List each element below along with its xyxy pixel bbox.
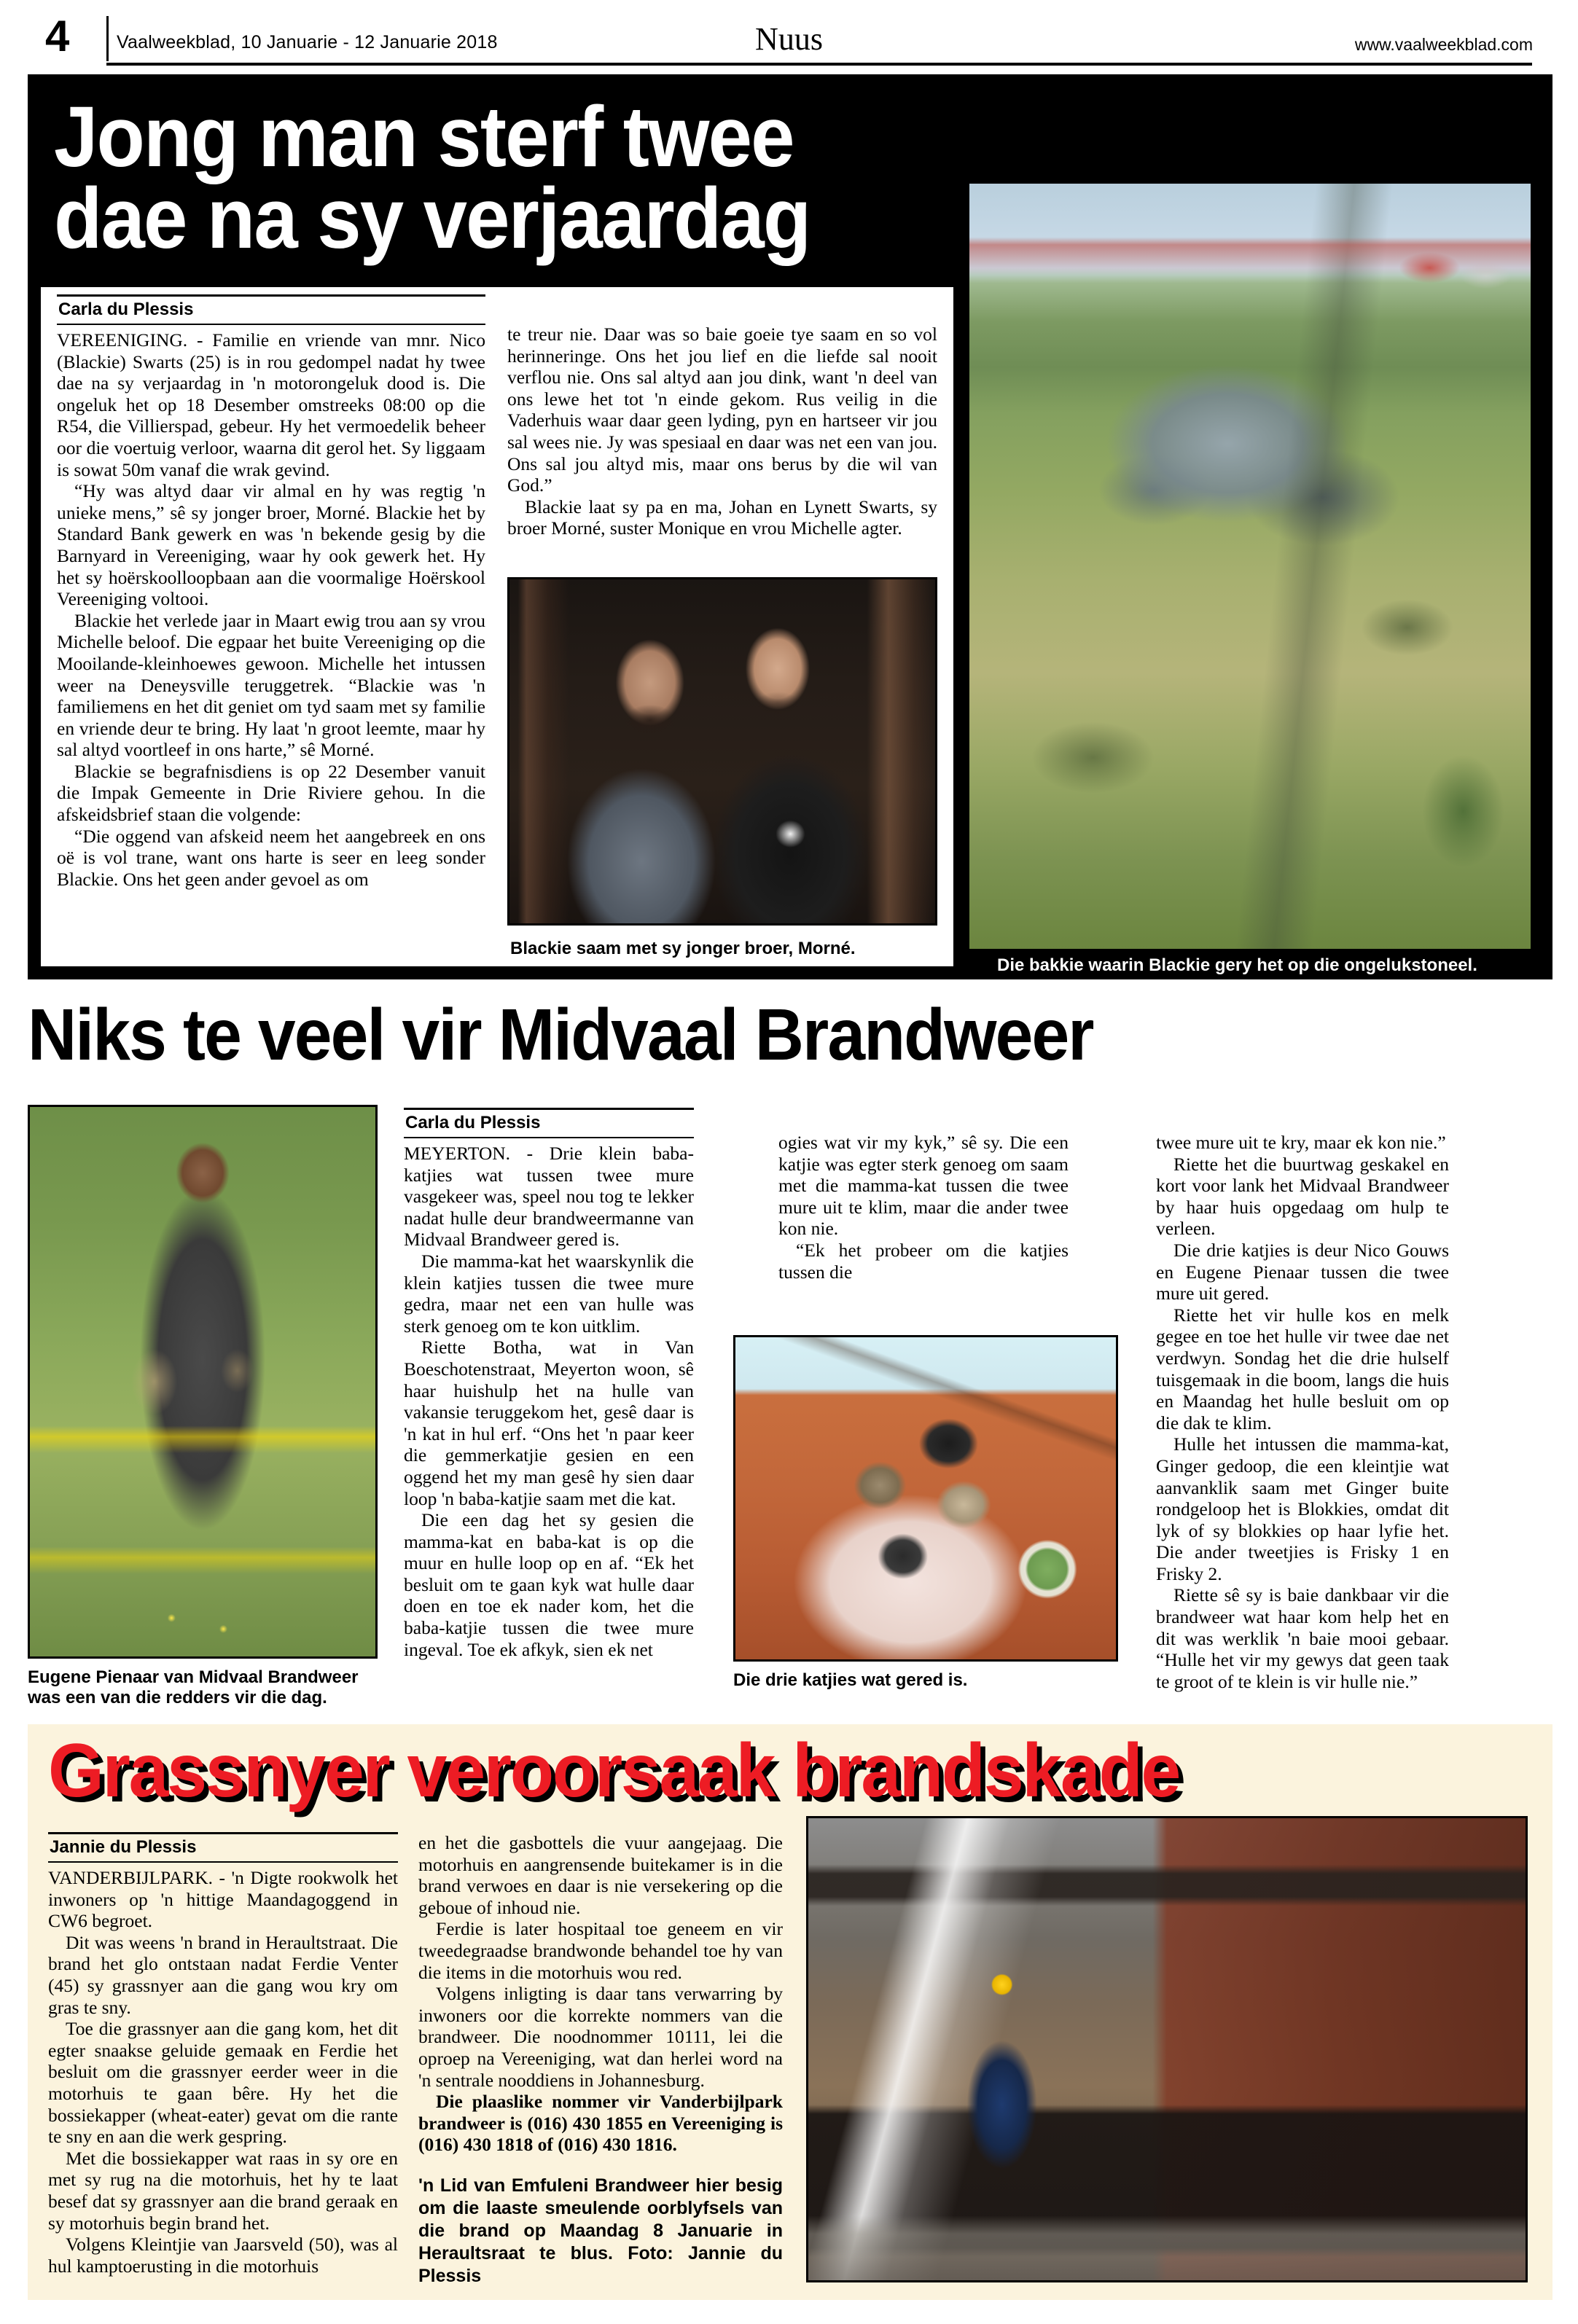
story3-column-2 — [418, 1832, 783, 2288]
story-grassnyer-brandskade — [28, 1724, 1552, 2300]
paragraph: Ferdie is later hospitaal toe geneem en vir tweedegraadse brandwonde behandel toe hy van die items in die motorhuis wou red. — [418, 1918, 783, 1983]
paragraph: Met die bossiekapper wat raas in sy ore en met sy rug na die motorhuis, het hy te laat besef dat sy grassnyer aan die brand geraak en sy motorhuis begin brand het. — [48, 2147, 398, 2234]
paragraph: Riette het die buurtwag geskakel en kort voor lank het Midvaal Brandweer by haar huis opgedaag om hulp te verleen. — [1156, 1153, 1449, 1240]
story2-fireman-photo-caption: Eugene Pienaar van Midvaal Brandweer was een van die redders vir die dag. — [28, 1667, 359, 1707]
paragraph: Dit was weens 'n brand in Heraultstraat. Die brand het glo ontstaan nadat Ferdie Venter (45) sy grassnyer aan die gang wou kry om gras te sny. — [48, 1931, 398, 2018]
paragraph: Hulle het intussen die mamma-kat, Ginger gedoop, die een kleintjie wat aanvanklik saam met Ginger buite rondgeloop het is Blokkies, omdat dit lyk of sy blokkies op haar lyfie het. Die ander tweetjies is Frisky 1 en Frisky 2. — [1156, 1433, 1449, 1584]
story3-column-1-text — [48, 1867, 398, 2277]
masthead — [0, 0, 1578, 70]
paragraph: twee mure uit te kry, maar ek kon nie.” — [1156, 1132, 1446, 1153]
paragraph: te treur nie. Daar was so baie goeie tye saam en so vol herinneringe. Ons het jou lief en die liefde sal nooit verflou nie. Ons sal altyd aan jou dink, want 'n deel van ons lewe het tot 'n einde gekom. Rus veilig in die Vaderhuis waar daar geen lyding, pyn en hartseer vir jou sal wees nie. Jy was spesiaal en daar was net een van jou. Ons sal jou altyd mis, maar ons berus by die wil van God.” — [507, 324, 937, 496]
story2-column-3 — [1156, 1132, 1449, 1692]
story2-column-3-text — [1156, 1132, 1449, 1692]
story2-fireman-photo — [28, 1105, 378, 1659]
story1-column-2-text — [507, 324, 937, 539]
paragraph: “Ek het probeer om die katjies tussen die — [778, 1239, 1069, 1283]
paragraph: en het die gasbottels die vuur aangejaag. Die motorhuis en aangrensende buitekamer is in die brand verwoes en daar is nie versekering op die geboue of inhoud nie. — [418, 1832, 783, 1918]
paragraph: ogies wat vir my kyk,” sê sy. Die een katjie was egter sterk genoeg om saam met die mamma-kat tussen die twee mure uit te klim, maar die ander twee kon nie. — [778, 1132, 1069, 1240]
story1-byline-box — [57, 294, 485, 325]
story2-kittens-photo — [733, 1335, 1118, 1662]
paragraph: Die een dag het sy gesien die mamma-kat en baba-kat is op die muur en hulle loop op en af. “Ek het besluit om te gaan kyk wat hulle daar doen en toe ek nader kom, het die baba-katjie tussen die twee mure ingeval. Toe ek afkyk, sien ek net — [404, 1509, 694, 1660]
story2-column-2 — [778, 1132, 1069, 1283]
story1-column-1 — [57, 294, 485, 890]
story3-byline-box — [48, 1832, 398, 1863]
story1-brothers-photo-caption: Blackie saam met sy jonger broer, Morné. — [510, 939, 856, 958]
story3-photo-credit: 'n Lid van Emfuleni Brandweer hier besig om die laaste smeulende oorblyfsels van die brand op Maandag 8 Januarie in Heraultsraat te blus. Foto: Jannie du Plessis — [418, 2175, 783, 2286]
paragraph: “Die oggend van afskeid neem het aangebreek en ons oë is vol trane, want ons harte is seer en leeg sonder Blackie. Ons het geen ander gevoel as om — [57, 825, 485, 890]
paragraph: MEYERTON. - Drie klein baba-katjies wat tussen twee mure vasgekeer was, speel nou tog te lekker nadat hulle deur brandweermanne van Midvaal Brandweer gered is. — [404, 1143, 694, 1251]
story2-column-2-text — [778, 1132, 1069, 1283]
paragraph: Volgens inligting is daar tans verwarring by inwoners oor die korrekte nommers van die brandweer. Die noodnommer 10111, lei die oproep na Vereeniging, wat dan herlei word na 'n sentrale nooddiens in Johannesburg. — [418, 1983, 783, 2091]
story2-byline: Carla du Plessis — [405, 1113, 541, 1132]
story-niks-te-veel — [28, 994, 1552, 1713]
paragraph: VANDERBIJLPARK. - 'n Digte rookwolk het inwoners op 'n hittige Maandagoggend in CW6 begroet. — [48, 1867, 398, 1932]
masthead-rule — [106, 63, 1532, 66]
website-url: www.vaalweekblad.com — [1354, 35, 1533, 54]
story1-column-1-text — [57, 329, 485, 890]
paragraph: Die mamma-kat het waarskynlik die klein katjies tussen die twee mure gedra, maar net een van hulle was sterk genoeg om te kon uitklim. — [404, 1250, 694, 1337]
paragraph: Blackie laat sy pa en ma, Johan en Lynett Swarts, sy broer Morné, suster Monique en vrou Michelle agter. — [507, 496, 937, 539]
story3-headline: Grassnyer veroorsaak brandskade — [48, 1729, 1180, 1813]
story2-column-1-text — [404, 1143, 694, 1660]
paragraph: Volgens Kleintjie van Jaarsveld (50), was al hul kamptoerusting in die motorhuis — [48, 2234, 398, 2277]
paragraph: Riette het vir hulle kos en melk gegee en toe het hulle vir twee dae net verdwyn. Sondag het die drie hulself tuisgemaak in die boom, langs die huis en Maandag het hulle besluit om op die dak te klim. — [1156, 1304, 1449, 1433]
paragraph: Toe die grassnyer aan die gang kom, het dit egter snaakse geluide gemaak en Ferdie het besluit om die grassnyer eerder weer in die motorhuis te gaan bêre. Hy het die bossiekapper (wheat-eater) gevat om die rante te sny en aan die werk gespring. — [48, 2018, 398, 2148]
paragraph: “Hy was altyd daar vir almal en hy was regtig 'n unieke mens,” sê sy jonger broer, Morné. Blackie het by Standard Bank gewerk en was 'n bekende gesig by die Barnyard in Vereeniging, waar hy ook gewerk het. Hy het sy hoërskoolloopbaan aan die voormalige Hoërskool Vereeniging voltooi. — [57, 480, 485, 610]
section-title: Nuus — [755, 21, 823, 57]
paragraph: Riette Botha, wat in Van Boeschotenstraat, Meyerton woon, sê haar huishulp het na hulle van vakansie teruggekom het, gesê daar is 'n kat in hul erf. “Ons het 'n paar keer die gemmerkatjie gesien en een oggend het my man gesê hy sien daar loop 'n baba-katjie saam met die kat. — [404, 1337, 694, 1509]
paragraph: Riette sê sy is baie dankbaar vir die brandweer wat haar kom help het en dit was werklik 'n baie mooi gebaar. “Hulle het vir my gewys dat geen taak te groot of te klein is vir hulle nie.” — [1156, 1584, 1449, 1692]
story1-main-photo-caption: Die bakkie waarin Blackie gery het op die ongelukstoneel. — [997, 955, 1477, 975]
story1-headline: Jong man sterf twee dae na sy verjaardag — [54, 89, 811, 267]
story3-column-2-text — [418, 1832, 783, 2156]
story1-byline: Carla du Plessis — [58, 300, 194, 319]
story3-fire-photo — [806, 1816, 1528, 2282]
story1-brothers-photo — [507, 577, 937, 926]
story2-kittens-photo-caption: Die drie katjies wat gered is. — [733, 1670, 968, 1690]
story2-byline-box — [404, 1108, 694, 1138]
publication-date: Vaalweekblad, 10 Januarie - 12 Januarie 2018 — [117, 32, 498, 52]
story-jong-man-sterf — [28, 74, 1552, 979]
story1-text-panel — [41, 287, 953, 966]
paragraph: Blackie het verlede jaar in Maart ewig trou aan sy vrou Michelle beloof. Die egpaar het buite Vereeniging op die Mooilande-kleinhoewes gewoon. Michelle het intussen weer na Deneysville teruggetrek. “Blackie was 'n familiemens en het dit geniet om tyd saam met sy familie en vriende deur te bring. Hy laat 'n groot leemte, maar hy sal altyd voortleef in ons harte,” sê Morné. — [57, 609, 485, 761]
story2-column-1 — [404, 1108, 694, 1660]
paragraph: Die drie katjies is deur Nico Gouws en Eugene Pienaar tussen die twee mure uit gered. — [1156, 1239, 1449, 1304]
paragraph: Blackie se begrafnisdiens is op 22 Desember vanuit die Impak Gemeente in Drie Riviere gehou. In die afskeidsbrief staan die volgende: — [57, 760, 485, 826]
story2-headline: Niks te veel vir Midvaal Brandweer — [28, 994, 1093, 1076]
page-number: 4 — [45, 12, 70, 60]
story3-column-1 — [48, 1832, 398, 2277]
story3-byline: Jannie du Plessis — [50, 1837, 197, 1857]
emergency-numbers-paragraph: Die plaaslike nommer vir Vanderbijlpark brandweer is (016) 430 1855 en Vereeniging is (016) 430 1818 of (016) 430 1816. — [418, 2091, 783, 2156]
story1-column-2 — [507, 324, 937, 539]
story1-main-photo — [969, 184, 1531, 949]
paragraph: VEREENIGING. - Familie en vriende van mnr. Nico (Blackie) Swarts (25) is in rou gedompel nadat hy twee dae na sy verjaardag in 'n motorongeluk dood is. Die ongeluk het op 18 Desember omstreeks 08:00 op die R54, die Villierspad, gebeur. Hy het vermoedelik beheer oor die voertuig verloor, waarna dit gerol het. Sy liggaam is sowat 50m vanaf die wrak gevind. — [57, 329, 485, 480]
